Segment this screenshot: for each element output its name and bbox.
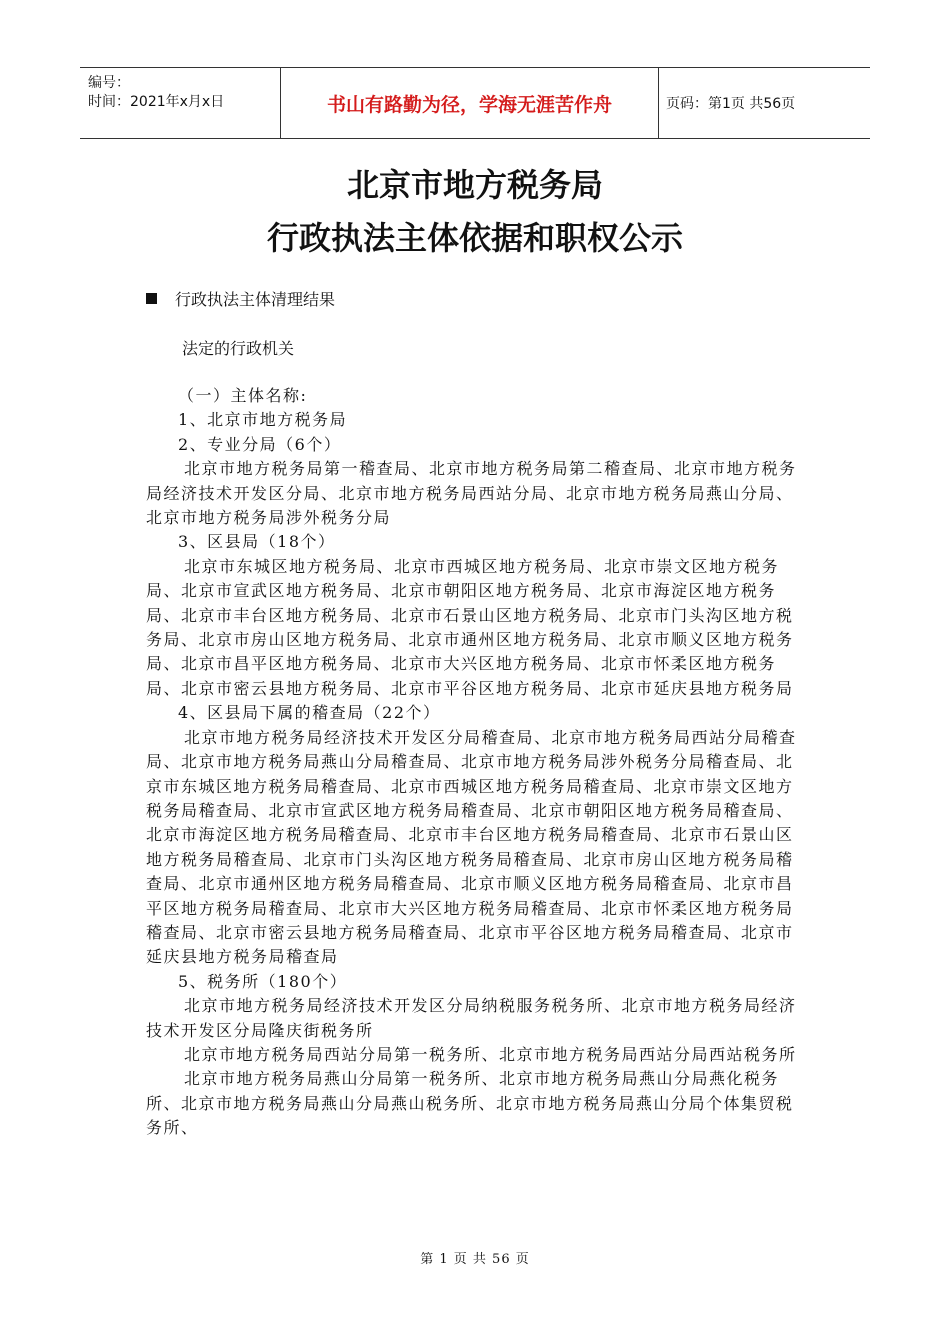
section-heading: 行政执法主体清理结果 [175, 290, 336, 309]
document-body [146, 384, 810, 1141]
section-heading-row [146, 287, 335, 310]
item-1: 1、北京市地方税务局 [178, 410, 348, 430]
item-2-text: 北京市地方税务局第一稽查局、北京市地方税务局第二稽查局、北京市地方税务局经济技术开发区分局、北京市地方税务局西站分局、北京市地方税务局燕山分局、北京市地方税务局涉外税务分局 [146, 459, 797, 528]
item-4-text: 北京市地方税务局经济技术开发区分局稽查局、北京市地方税务局西站分局稽查局、北京市地方税务局燕山分局稽查局、北京市地方税务局涉外税务分局稽查局、北京市东城区地方税务局稽查局、北京市西城区地方税务局稽查局、北京市崇文区地方税务局稽查局、北京市宣武区地方税务局稽查局、北京市朝阳区地方税务局稽查局、北京市海淀区地方税务局稽查局、北京市丰台区地方税务局稽查局、北京市石景山区地方税务局稽查局、北京市门头沟区地方税务局稽查局、北京市房山区地方税务局稽查局、北京市通州区地方税务局稽查局、北京市顺义区地方税务局稽查局、北京市昌平区地方税务局稽查局、北京市大兴区地方税务局稽查局、北京市怀柔区地方税务局稽查局、北京市密云县地方税务局稽查局、北京市平谷区地方税务局稽查局、北京市延庆县地方税务局稽查局 [146, 727, 797, 967]
item-2-heading: 2、专业分局（6个） [178, 434, 342, 454]
page-footer: 第 1 页 共 56 页 [420, 1252, 530, 1267]
item-3-heading: 3、区县局（18个） [178, 532, 336, 552]
header-meta-cell [80, 68, 281, 138]
square-bullet-icon [146, 293, 157, 304]
motto: 书山有路勤为径，学海无涯苦作舟 [281, 68, 659, 138]
title-line-2: 行政执法主体依据和职权公示 [266, 219, 683, 257]
item-3-text: 北京市东城区地方税务局、北京市西城区地方税务局、北京市崇文区地方税务局、北京市宣武区地方税务局、北京市朝阳区地方税务局、北京市海淀区地方税务局、北京市丰台区地方税务局、北京市石景山区地方税务局、北京市门头沟区地方税务局、北京市房山区地方税务局、北京市通州区地方税务局、北京市顺义区地方税务局、北京市昌平区地方税务局、北京市大兴区地方税务局、北京市怀柔区地方税务局、北京市密云县地方税务局、北京市平谷区地方税务局、北京市延庆县地方税务局 [146, 556, 794, 698]
item-5-text-2: 北京市地方税务局西站分局第一税务所、北京市地方税务局西站分局西站税务所 [184, 1044, 797, 1064]
item-5-text-1: 北京市地方税务局经济技术开发区分局纳税服务税务所、北京市地方税务局经济技术开发区分局隆庆街税务所 [146, 996, 797, 1040]
header-table [80, 67, 870, 139]
section-subheading: 法定的行政机关 [182, 339, 295, 358]
item-5-text-3: 北京市地方税务局燕山分局第一税务所、北京市地方税务局燕山分局燕化税务所、北京市地方税务局燕山分局燕山税务所、北京市地方税务局燕山分局个体集贸税务所、 [146, 1069, 794, 1138]
item-5-heading: 5、税务所（180个） [178, 971, 348, 991]
title-line-1: 北京市地方税务局 [346, 166, 603, 204]
date-label: 时间：2021年x月x日 [88, 94, 225, 110]
entity-name-heading: （一）主体名称: [178, 386, 308, 405]
number-label: 编号： [88, 75, 130, 91]
page-info: 页码：第1页 共56页 [666, 96, 796, 112]
item-4-heading: 4、区县局下属的稽查局（22个） [178, 703, 441, 723]
